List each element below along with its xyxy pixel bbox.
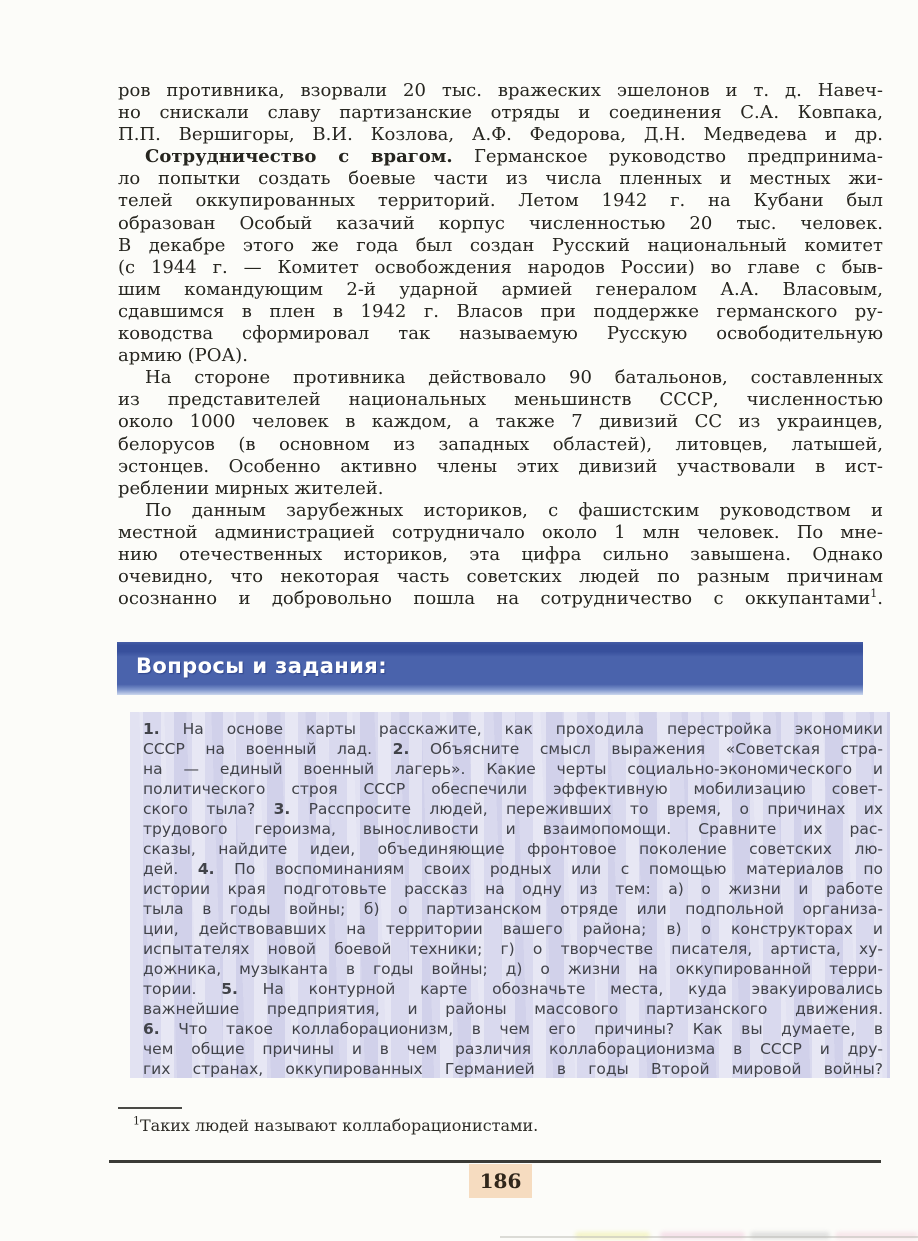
page-bottom-rule — [109, 1160, 881, 1163]
body-line: образован Особый казачий корпус численностью 20 тыс. человек. — [118, 212, 883, 234]
footnote-divider — [118, 1107, 182, 1109]
page-number: 186 — [479, 1169, 522, 1193]
body-line: но снискали славу партизанские отряды и соединения С.А. Ковпака, — [118, 102, 883, 124]
scan-artifact-line — [500, 1236, 918, 1238]
body-line: осознанно и добровольно пошла на сотрудничество с оккупантами$^1$. — [118, 587, 883, 610]
question-line: дей. 4. По воспоминаниям своих родных или с помощью материалов по — [143, 860, 884, 878]
body-line: ров противника, взорвали 20 тыс. вражеских эшелонов и т. д. Навеч- — [118, 80, 883, 101]
question-line: тории. 5. На контурной карте обозначьте места, куда эвакуировались — [143, 980, 883, 998]
question-line: 1. На основе карты расскажите, как проходила перестройка экономики — [143, 720, 883, 738]
footnote — [133, 1116, 853, 1136]
question-line: сказы, найдите идеи, объединяющие фронтовое поколение советских лю- — [143, 840, 883, 858]
questions-box — [130, 712, 890, 1078]
body-line: армию (РОА). — [118, 345, 248, 367]
question-line: чем общие причины и в чем различия коллаборационизма в СССР и дру- — [143, 1040, 883, 1058]
questions-banner — [117, 642, 863, 695]
scan-artifact — [0, 1230, 918, 1241]
body-line: реблении мирных жителей. — [118, 477, 384, 499]
body-line: местной администрацией сотрудничало около 1 млн человек. По мне- — [118, 521, 883, 543]
question-line: на — единый военный лагерь». Какие черты социально-экономического и — [143, 760, 883, 778]
body-line: около 1000 человек в каждом, а также 7 дивизий СС из украинцев, — [118, 411, 883, 433]
body-line: П.П. Вершигоры, В.И. Козлова, А.Ф. Федорова, Д.Н. Медведева и др. — [118, 124, 883, 146]
footnote-line: $^1$Таких людей называют коллаборационистами. — [133, 1114, 539, 1135]
question-line: гих странах, оккупированных Германией в годы Второй мировой войны? — [143, 1060, 883, 1078]
question-line: ции, действовавших на территории вашего района; в) о конструкторах и — [143, 920, 883, 938]
body-line: шим командующим 2-й ударной армией генералом А.А. Власовым, — [118, 278, 883, 300]
body-line: Сотрудничество с врагом. Германское руководство предпринима- — [145, 146, 883, 168]
page-number-badge — [469, 1164, 532, 1198]
body-line: По данным зарубежных историков, с фашистским руководством и — [145, 499, 883, 521]
question-line: ского тыла? 3. Расспросите людей, переживших то время, о причинах их — [143, 800, 884, 818]
question-line: испытателях новой боевой техники; г) о творчестве писателя, артиста, ху- — [143, 940, 883, 958]
question-line: важнейшие предприятия, и районы массового партизанского движения. — [143, 1000, 883, 1018]
body-line: ло попытки создать боевые части из числа пленных и местных жи- — [118, 168, 883, 190]
body-line: эстонцев. Особенно активно члены этих дивизий участвовали в ист- — [118, 455, 883, 477]
body-line: На стороне противника действовало 90 батальонов, составленных — [145, 367, 883, 389]
question-line: дожника, музыканта в годы войны; д) о жизни на оккупированной терри- — [143, 960, 883, 978]
body-line: белорусов (в основном из западных областей), литовцев, латышей, — [118, 433, 883, 455]
question-line: истории края подготовьте рассказ на одну из тем: а) о жизни и работе — [143, 880, 883, 898]
body-line: ководства сформировал так называемую Русскую освободительную — [118, 323, 883, 345]
body-line: В декабре этого же года был создан Русский национальный комитет — [118, 234, 883, 256]
body-line: очевидно, что некоторая часть советских людей по разным причинам — [118, 566, 883, 588]
questions-banner-title: Вопросы и задания: — [136, 654, 387, 678]
body-line: нию отечественных историков, эта цифра сильно завышена. Однако — [118, 543, 883, 565]
body-line: из представителей национальных меньшинств СССР, численностью — [118, 389, 883, 411]
question-line: политического строя СССР обеспечили эффективную мобилизацию совет- — [143, 780, 883, 798]
body-line: телей оккупированных территорий. Летом 1942 г. на Кубани был — [118, 190, 883, 212]
question-line: 6. Что такое коллаборационизм, в чем его причины? Как вы думаете, в — [143, 1020, 883, 1038]
body-line: сдавшимся в плен в 1942 г. Власов при поддержке германского ру- — [118, 300, 883, 322]
body-line: (с 1944 г. — Комитет освобождения народов России) во главе с быв- — [118, 256, 883, 278]
question-line: тыла в годы войны; б) о партизанском отряде или подпольной организа- — [143, 900, 883, 918]
questions-text — [143, 719, 883, 1079]
question-line: СССР на военный лад. 2. Объясните смысл выражения «Советская стра- — [143, 740, 883, 758]
body-text — [118, 80, 883, 610]
question-line: трудового героизма, выносливости и взаимопомощи. Сравните их рас- — [143, 820, 883, 838]
